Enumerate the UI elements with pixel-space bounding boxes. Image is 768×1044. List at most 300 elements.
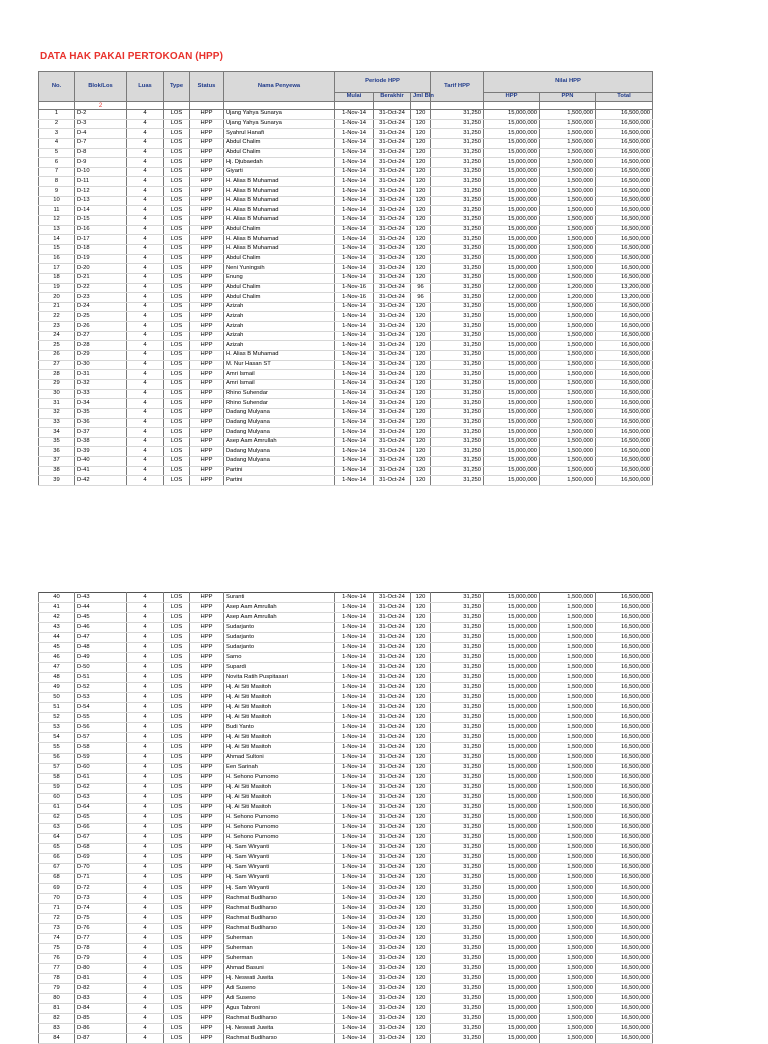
cell-blok: D-50 — [75, 663, 127, 673]
cell-ppn: 1,500,000 — [540, 476, 596, 486]
cell-penyewa: H. Alias B Muhamad — [224, 351, 335, 361]
cell-hpp: 15,000,000 — [484, 863, 540, 873]
cell-penyewa: Azizah — [224, 331, 335, 341]
cell-type: LOS — [164, 138, 190, 148]
cell-no: 65 — [39, 843, 75, 853]
cell-penyewa: Hj. Sam Wiryanti — [224, 873, 335, 883]
cell-berakhir: 31-Oct-24 — [374, 893, 411, 903]
cell-total: 16,500,000 — [596, 643, 653, 653]
cell-mulai: 1-Nov-14 — [335, 360, 374, 370]
cell-ppn: 1,500,000 — [540, 408, 596, 418]
cell-blok: D-57 — [75, 733, 127, 743]
cell-luas: 4 — [127, 283, 164, 293]
cell-berakhir: 31-Oct-24 — [374, 593, 411, 603]
cell-penyewa: Azizah — [224, 322, 335, 332]
cell-jml: 120 — [411, 823, 431, 833]
table-row — [39, 593, 653, 603]
cell-no: 22 — [39, 312, 75, 322]
document-title: DATA HAK PAKAI PERTOKOAN (HPP) — [40, 51, 223, 62]
cell-type: LOS — [164, 954, 190, 964]
cell-hpp: 15,000,000 — [484, 447, 540, 457]
cell-hpp: 15,000,000 — [484, 984, 540, 994]
cell-luas: 4 — [127, 593, 164, 603]
cell-no: 71 — [39, 903, 75, 913]
cell-type: LOS — [164, 914, 190, 924]
cell-total: 16,500,000 — [596, 954, 653, 964]
cell-no: 52 — [39, 713, 75, 723]
table-row — [39, 643, 653, 653]
cell-hpp: 15,000,000 — [484, 196, 540, 206]
cell-penyewa: Dadang Mulyana — [224, 408, 335, 418]
col-header-ppn: PPN — [540, 93, 596, 102]
cell-jml: 120 — [411, 903, 431, 913]
table-row — [39, 206, 653, 216]
cell-no: 38 — [39, 466, 75, 476]
cell-ppn: 1,500,000 — [540, 633, 596, 643]
cell-hpp: 15,000,000 — [484, 273, 540, 283]
cell-jml: 120 — [411, 813, 431, 823]
cell-jml: 120 — [411, 853, 431, 863]
cell-no: 20 — [39, 293, 75, 303]
cell-jml: 120 — [411, 457, 431, 467]
cell-status: HPP — [190, 613, 224, 623]
cell-type: LOS — [164, 853, 190, 863]
cell-total: 16,500,000 — [596, 883, 653, 893]
cell-luas: 4 — [127, 418, 164, 428]
cell-blok: D-75 — [75, 914, 127, 924]
cell-luas: 4 — [127, 974, 164, 984]
cell-no: 59 — [39, 783, 75, 793]
cell-tarif: 31,250 — [431, 934, 484, 944]
cell-luas: 4 — [127, 673, 164, 683]
cell-type: LOS — [164, 763, 190, 773]
cell-no: 45 — [39, 643, 75, 653]
cell-status: HPP — [190, 293, 224, 303]
cell-blok: D-9 — [75, 158, 127, 168]
cell-berakhir: 31-Oct-24 — [374, 138, 411, 148]
cell-jml: 120 — [411, 331, 431, 341]
cell-type: LOS — [164, 244, 190, 254]
table-row — [39, 873, 653, 883]
cell-status: HPP — [190, 883, 224, 893]
cell-penyewa: Hj. Ai Siti Masitoh — [224, 713, 335, 723]
cell-tarif: 31,250 — [431, 974, 484, 984]
cell-tarif: 31,250 — [431, 1004, 484, 1014]
cell-no: 55 — [39, 743, 75, 753]
spacer-cell — [127, 102, 164, 110]
cell-mulai: 1-Nov-14 — [335, 823, 374, 833]
cell-no: 43 — [39, 623, 75, 633]
cell-blok: D-38 — [75, 437, 127, 447]
table-row — [39, 283, 653, 293]
table-row — [39, 813, 653, 823]
cell-tarif: 31,250 — [431, 399, 484, 409]
cell-type: LOS — [164, 873, 190, 883]
cell-ppn: 1,500,000 — [540, 663, 596, 673]
cell-luas: 4 — [127, 1024, 164, 1034]
cell-berakhir: 31-Oct-24 — [374, 408, 411, 418]
cell-tarif: 31,250 — [431, 138, 484, 148]
cell-berakhir: 31-Oct-24 — [374, 389, 411, 399]
cell-ppn: 1,500,000 — [540, 653, 596, 663]
cell-jml: 120 — [411, 399, 431, 409]
cell-blok: D-60 — [75, 763, 127, 773]
cell-total: 16,500,000 — [596, 1024, 653, 1034]
cell-penyewa: Hj. Sam Wiryanti — [224, 843, 335, 853]
cell-luas: 4 — [127, 216, 164, 226]
cell-no: 12 — [39, 216, 75, 226]
cell-status: HPP — [190, 379, 224, 389]
cell-ppn: 1,500,000 — [540, 783, 596, 793]
cell-hpp: 15,000,000 — [484, 341, 540, 351]
table-row — [39, 994, 653, 1004]
cell-type: LOS — [164, 148, 190, 158]
cell-type: LOS — [164, 216, 190, 226]
cell-type: LOS — [164, 893, 190, 903]
cell-blok: D-31 — [75, 370, 127, 380]
cell-berakhir: 31-Oct-24 — [374, 1024, 411, 1034]
cell-ppn: 1,500,000 — [540, 466, 596, 476]
cell-jml: 120 — [411, 974, 431, 984]
cell-blok: D-55 — [75, 713, 127, 723]
cell-no: 6 — [39, 158, 75, 168]
cell-luas: 4 — [127, 148, 164, 158]
hpp-table-part-1 — [38, 71, 653, 486]
cell-jml: 120 — [411, 683, 431, 693]
cell-type: LOS — [164, 1024, 190, 1034]
cell-status: HPP — [190, 663, 224, 673]
cell-type: LOS — [164, 803, 190, 813]
cell-jml: 96 — [411, 283, 431, 293]
cell-no: 75 — [39, 944, 75, 954]
col-header-tarif: Tarif HPP — [431, 72, 484, 102]
table-row — [39, 773, 653, 783]
cell-luas: 4 — [127, 158, 164, 168]
cell-penyewa: Een Sarinah — [224, 763, 335, 773]
cell-total: 16,500,000 — [596, 264, 653, 274]
cell-no: 3 — [39, 129, 75, 139]
cell-type: LOS — [164, 903, 190, 913]
cell-type: LOS — [164, 408, 190, 418]
spacer-cell — [411, 102, 431, 110]
cell-mulai: 1-Nov-14 — [335, 964, 374, 974]
cell-hpp: 15,000,000 — [484, 418, 540, 428]
cell-luas: 4 — [127, 187, 164, 197]
cell-jml: 120 — [411, 447, 431, 457]
cell-no: 37 — [39, 457, 75, 467]
cell-ppn: 1,500,000 — [540, 954, 596, 964]
cell-status: HPP — [190, 893, 224, 903]
cell-status: HPP — [190, 389, 224, 399]
cell-penyewa: Rachmat Budiharso — [224, 893, 335, 903]
cell-blok: D-66 — [75, 823, 127, 833]
cell-ppn: 1,500,000 — [540, 264, 596, 274]
cell-jml: 120 — [411, 673, 431, 683]
cell-berakhir: 31-Oct-24 — [374, 225, 411, 235]
cell-jml: 120 — [411, 663, 431, 673]
cell-luas: 4 — [127, 994, 164, 1004]
cell-hpp: 15,000,000 — [484, 813, 540, 823]
cell-penyewa: Abdul Chalim — [224, 283, 335, 293]
cell-blok: D-62 — [75, 783, 127, 793]
cell-penyewa: Suherman — [224, 954, 335, 964]
cell-tarif: 31,250 — [431, 733, 484, 743]
cell-berakhir: 31-Oct-24 — [374, 119, 411, 129]
cell-jml: 120 — [411, 633, 431, 643]
cell-jml: 120 — [411, 753, 431, 763]
cell-tarif: 31,250 — [431, 954, 484, 964]
cell-ppn: 1,500,000 — [540, 119, 596, 129]
cell-penyewa: Partini — [224, 476, 335, 486]
cell-type: LOS — [164, 693, 190, 703]
cell-penyewa: Ujang Yahya Sunarya — [224, 110, 335, 120]
cell-jml: 120 — [411, 158, 431, 168]
cell-status: HPP — [190, 331, 224, 341]
cell-tarif: 31,250 — [431, 196, 484, 206]
cell-hpp: 15,000,000 — [484, 351, 540, 361]
table-row — [39, 974, 653, 984]
cell-tarif: 31,250 — [431, 437, 484, 447]
cell-hpp: 15,000,000 — [484, 466, 540, 476]
cell-jml: 120 — [411, 1004, 431, 1014]
cell-type: LOS — [164, 196, 190, 206]
cell-mulai: 1-Nov-14 — [335, 119, 374, 129]
cell-penyewa: Hj. Ai Siti Masitoh — [224, 693, 335, 703]
cell-jml: 120 — [411, 924, 431, 934]
cell-mulai: 1-Nov-14 — [335, 418, 374, 428]
cell-blok: D-56 — [75, 723, 127, 733]
table-row — [39, 351, 653, 361]
cell-hpp: 15,000,000 — [484, 954, 540, 964]
cell-penyewa: Ahmad Basuni — [224, 964, 335, 974]
cell-tarif: 31,250 — [431, 753, 484, 763]
cell-hpp: 15,000,000 — [484, 437, 540, 447]
cell-no: 41 — [39, 603, 75, 613]
cell-total: 16,500,000 — [596, 138, 653, 148]
cell-tarif: 31,250 — [431, 803, 484, 813]
cell-jml: 120 — [411, 944, 431, 954]
cell-mulai: 1-Nov-14 — [335, 1014, 374, 1024]
cell-jml: 120 — [411, 1034, 431, 1044]
cell-total: 16,500,000 — [596, 623, 653, 633]
cell-penyewa: Suherman — [224, 934, 335, 944]
cell-mulai: 1-Nov-16 — [335, 283, 374, 293]
cell-penyewa: Sudarjanto — [224, 643, 335, 653]
cell-total: 16,500,000 — [596, 437, 653, 447]
cell-jml: 120 — [411, 883, 431, 893]
cell-mulai: 1-Nov-14 — [335, 447, 374, 457]
cell-mulai: 1-Nov-14 — [335, 216, 374, 226]
cell-type: LOS — [164, 129, 190, 139]
table-row — [39, 341, 653, 351]
cell-type: LOS — [164, 934, 190, 944]
cell-status: HPP — [190, 843, 224, 853]
cell-jml: 120 — [411, 466, 431, 476]
cell-tarif: 31,250 — [431, 206, 484, 216]
cell-tarif: 31,250 — [431, 273, 484, 283]
cell-luas: 4 — [127, 773, 164, 783]
table-row — [39, 653, 653, 663]
cell-blok: D-78 — [75, 944, 127, 954]
cell-penyewa: Sudarjanto — [224, 633, 335, 643]
cell-jml: 120 — [411, 773, 431, 783]
col-header-blok: Blok/Los — [75, 72, 127, 102]
cell-penyewa: H. Sehono Purnomo — [224, 833, 335, 843]
cell-ppn: 1,500,000 — [540, 723, 596, 733]
cell-mulai: 1-Nov-14 — [335, 974, 374, 984]
cell-total: 16,500,000 — [596, 793, 653, 803]
cell-hpp: 15,000,000 — [484, 994, 540, 1004]
cell-mulai: 1-Nov-14 — [335, 914, 374, 924]
cell-blok: D-15 — [75, 216, 127, 226]
cell-ppn: 1,500,000 — [540, 603, 596, 613]
cell-status: HPP — [190, 399, 224, 409]
cell-ppn: 1,500,000 — [540, 753, 596, 763]
cell-jml: 120 — [411, 235, 431, 245]
cell-type: LOS — [164, 964, 190, 974]
table-row — [39, 803, 653, 813]
cell-luas: 4 — [127, 1014, 164, 1024]
cell-mulai: 1-Nov-14 — [335, 683, 374, 693]
cell-luas: 4 — [127, 813, 164, 823]
cell-hpp: 15,000,000 — [484, 603, 540, 613]
cell-blok: D-45 — [75, 613, 127, 623]
cell-luas: 4 — [127, 322, 164, 332]
cell-status: HPP — [190, 437, 224, 447]
cell-berakhir: 31-Oct-24 — [374, 793, 411, 803]
table-row — [39, 293, 653, 303]
cell-blok: D-85 — [75, 1014, 127, 1024]
cell-total: 16,500,000 — [596, 964, 653, 974]
table-row — [39, 623, 653, 633]
cell-jml: 120 — [411, 733, 431, 743]
cell-berakhir: 31-Oct-24 — [374, 954, 411, 964]
cell-berakhir: 31-Oct-24 — [374, 322, 411, 332]
cell-status: HPP — [190, 823, 224, 833]
cell-status: HPP — [190, 994, 224, 1004]
cell-jml: 120 — [411, 341, 431, 351]
table-row — [39, 954, 653, 964]
cell-penyewa: Ujang Yahya Sunarya — [224, 119, 335, 129]
cell-mulai: 1-Nov-14 — [335, 994, 374, 1004]
cell-blok: D-54 — [75, 703, 127, 713]
cell-tarif: 31,250 — [431, 360, 484, 370]
cell-status: HPP — [190, 428, 224, 438]
cell-ppn: 1,500,000 — [540, 974, 596, 984]
cell-berakhir: 31-Oct-24 — [374, 351, 411, 361]
cell-status: HPP — [190, 693, 224, 703]
cell-penyewa: Adi Suseno — [224, 994, 335, 1004]
cell-jml: 120 — [411, 216, 431, 226]
cell-total: 16,500,000 — [596, 813, 653, 823]
cell-berakhir: 31-Oct-24 — [374, 763, 411, 773]
cell-no: 77 — [39, 964, 75, 974]
col-header-penyewa: Nama Penyewa — [224, 72, 335, 102]
cell-tarif: 31,250 — [431, 476, 484, 486]
cell-mulai: 1-Nov-14 — [335, 1024, 374, 1034]
table-row — [39, 944, 653, 954]
cell-berakhir: 31-Oct-24 — [374, 428, 411, 438]
cell-mulai: 1-Nov-14 — [335, 903, 374, 913]
cell-tarif: 31,250 — [431, 853, 484, 863]
cell-ppn: 1,500,000 — [540, 994, 596, 1004]
cell-total: 16,500,000 — [596, 119, 653, 129]
cell-type: LOS — [164, 322, 190, 332]
cell-luas: 4 — [127, 653, 164, 663]
table-row — [39, 613, 653, 623]
cell-jml: 120 — [411, 351, 431, 361]
cell-penyewa: Hj. Ai Siti Masitoh — [224, 703, 335, 713]
cell-mulai: 1-Nov-14 — [335, 129, 374, 139]
cell-type: LOS — [164, 158, 190, 168]
cell-ppn: 1,500,000 — [540, 129, 596, 139]
cell-blok: D-19 — [75, 254, 127, 264]
cell-ppn: 1,500,000 — [540, 944, 596, 954]
table-row — [39, 110, 653, 120]
cell-status: HPP — [190, 924, 224, 934]
cell-mulai: 1-Nov-14 — [335, 853, 374, 863]
cell-type: LOS — [164, 643, 190, 653]
cell-tarif: 31,250 — [431, 322, 484, 332]
cell-status: HPP — [190, 763, 224, 773]
cell-total: 16,500,000 — [596, 763, 653, 773]
cell-tarif: 31,250 — [431, 903, 484, 913]
cell-jml: 120 — [411, 984, 431, 994]
cell-tarif: 31,250 — [431, 783, 484, 793]
cell-mulai: 1-Nov-14 — [335, 389, 374, 399]
cell-jml: 120 — [411, 763, 431, 773]
cell-status: HPP — [190, 196, 224, 206]
cell-hpp: 15,000,000 — [484, 944, 540, 954]
cell-type: LOS — [164, 783, 190, 793]
cell-berakhir: 31-Oct-24 — [374, 244, 411, 254]
table-row — [39, 273, 653, 283]
cell-hpp: 15,000,000 — [484, 873, 540, 883]
cell-mulai: 1-Nov-14 — [335, 476, 374, 486]
cell-type: LOS — [164, 312, 190, 322]
cell-blok: D-46 — [75, 623, 127, 633]
cell-status: HPP — [190, 244, 224, 254]
cell-type: LOS — [164, 633, 190, 643]
cell-blok: D-16 — [75, 225, 127, 235]
cell-ppn: 1,500,000 — [540, 370, 596, 380]
cell-ppn: 1,500,000 — [540, 322, 596, 332]
cell-jml: 120 — [411, 914, 431, 924]
cell-mulai: 1-Nov-14 — [335, 733, 374, 743]
cell-berakhir: 31-Oct-24 — [374, 643, 411, 653]
cell-tarif: 31,250 — [431, 633, 484, 643]
cell-penyewa: Novita Ratih Puspitasari — [224, 673, 335, 683]
cell-ppn: 1,500,000 — [540, 302, 596, 312]
cell-ppn: 1,500,000 — [540, 389, 596, 399]
cell-hpp: 15,000,000 — [484, 119, 540, 129]
cell-blok: D-59 — [75, 753, 127, 763]
cell-ppn: 1,500,000 — [540, 225, 596, 235]
cell-luas: 4 — [127, 954, 164, 964]
cell-jml: 120 — [411, 418, 431, 428]
cell-hpp: 15,000,000 — [484, 187, 540, 197]
cell-no: 29 — [39, 379, 75, 389]
cell-penyewa: Dadang Mulyana — [224, 418, 335, 428]
cell-status: HPP — [190, 703, 224, 713]
cell-hpp: 15,000,000 — [484, 783, 540, 793]
table-row — [39, 693, 653, 703]
cell-luas: 4 — [127, 823, 164, 833]
cell-blok: D-44 — [75, 603, 127, 613]
cell-total: 16,500,000 — [596, 773, 653, 783]
table-row — [39, 683, 653, 693]
cell-mulai: 1-Nov-14 — [335, 793, 374, 803]
